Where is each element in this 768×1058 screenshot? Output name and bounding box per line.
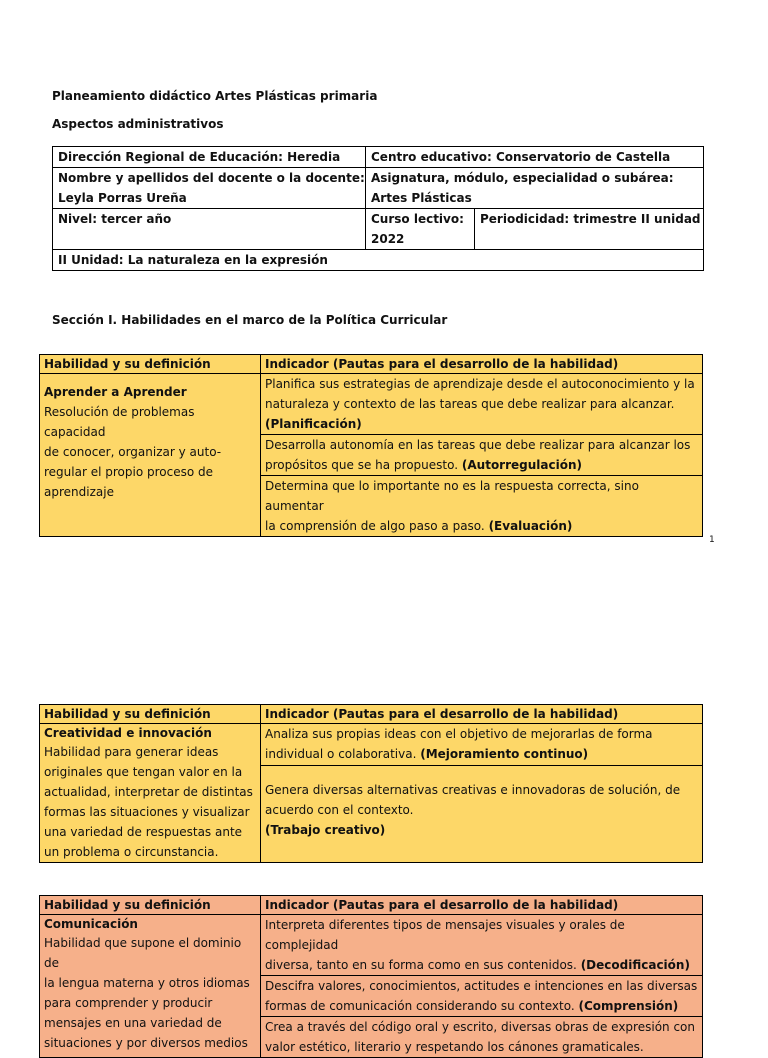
indicator-cell: [261, 476, 703, 537]
curso-label: Curso lectivo:: [371, 212, 464, 226]
indicator-line: diversa, tanto en su forma como en sus contenidos.: [265, 958, 581, 972]
indicator-tag: (Trabajo creativo): [265, 822, 386, 837]
page-number: 1: [709, 535, 715, 545]
skill-creatividad-cell: [40, 724, 261, 863]
skill-definition-line: Habilidad para generar ideas: [44, 745, 219, 759]
indicator-tag: (Mejoramiento continuo): [420, 747, 589, 761]
admin-table: [52, 146, 704, 271]
indicator-tag: (Autorregulación): [461, 458, 583, 472]
indicator-line: Genera diversas alternativas creativas e innovadoras de solución, de: [265, 782, 681, 797]
indicator-line: acuerdo con el contexto.: [265, 802, 414, 817]
indicator-line: Determina que lo importante no es la respuesta correcta, sino aumentar: [265, 479, 639, 513]
nombre-cell: [53, 168, 366, 209]
indicator-line: propósitos que se ha propuesto.: [265, 458, 462, 472]
indicator-line: naturaleza y contexto de las tareas que debe realizar para alcanzar.: [265, 397, 675, 411]
section-title: Sección I. Habilidades en el marco de la Política Curricular: [52, 313, 448, 327]
skill-definition-line: de conocer, organizar y auto-: [44, 445, 222, 459]
skill-definition-line: Resolución de problemas capacidad: [44, 405, 195, 439]
curso-cell: [366, 209, 475, 250]
indicator-cell: [261, 915, 703, 976]
header-indicador: Indicador (Pautas para el desarrollo de la habilidad): [261, 896, 703, 915]
indicator-cell: [261, 374, 703, 435]
skill-name: Aprender a Aprender: [44, 385, 187, 399]
skill-name: Creatividad e innovación: [44, 726, 212, 740]
indicator-cell: [261, 435, 703, 476]
indicator-line: Interpreta diferentes tipos de mensajes visuales y orales de complejidad: [265, 918, 625, 952]
asignatura-label: Asignatura, módulo, especialidad o subárea:: [371, 171, 674, 185]
nombre-label: Nombre y apellidos del docente o la docente:: [58, 171, 365, 185]
indicator-tag: (Decodificación): [580, 958, 690, 972]
skill-definition-line: para comprender y producir: [44, 996, 213, 1010]
skill-definition-line: originales que tengan valor en la: [44, 765, 243, 779]
skills-table-3: [39, 895, 703, 1058]
periodicidad-cell: Periodicidad: trimestre II unidad: [475, 209, 704, 250]
skill-definition-line: situaciones y por diversos medios: [44, 1036, 248, 1050]
skill-definition-line: aprendizaje: [44, 485, 114, 499]
header-habilidad: Habilidad y su definición: [40, 705, 261, 724]
indicator-tag: (Evaluación): [488, 519, 573, 533]
skill-definition-line: una variedad de respuestas ante: [44, 825, 243, 839]
skill-comunicacion-cell: [40, 915, 261, 1058]
indicator-line: Descifra valores, conocimientos, actitudes e intenciones en las diversas: [265, 979, 698, 993]
header-indicador: Indicador (Pautas para el desarrollo de la habilidad): [261, 355, 703, 374]
indicator-tag: (Comprensión): [578, 999, 679, 1013]
header-habilidad: Habilidad y su definición: [40, 355, 261, 374]
curso-value: 2022: [371, 232, 405, 246]
skill-definition-line: regular el propio proceso de: [44, 465, 213, 479]
skill-definition-line: la lengua materna y otros idiomas: [44, 976, 250, 990]
section-subtitle: Aspectos administrativos: [52, 117, 224, 131]
indicator-line: valor estético, literario y respetando los cánones gramaticales.: [265, 1040, 644, 1054]
skill-definition-line: un problema o circunstancia.: [44, 845, 219, 859]
indicator-cell: [261, 1017, 703, 1058]
skill-definition-line: formas las situaciones y visualizar: [44, 805, 250, 819]
centro-cell: Centro educativo: Conservatorio de Castella: [366, 147, 704, 168]
nivel-cell: Nivel: tercer año: [53, 209, 366, 250]
skill-definition-line: mensajes en una variedad de: [44, 1016, 222, 1030]
skill-name: Comunicación: [44, 917, 138, 931]
indicator-cell: [261, 976, 703, 1017]
indicator-cell: [261, 765, 703, 862]
asignatura-value: Artes Plásticas: [371, 191, 472, 205]
skills-table-1: [39, 354, 703, 537]
indicator-line: la comprensión de algo paso a paso.: [265, 519, 489, 533]
asignatura-cell: [366, 168, 704, 209]
document-title: Planeamiento didáctico Artes Plásticas primaria: [52, 89, 378, 103]
indicator-cell: [261, 724, 703, 766]
skills-table-2: [39, 704, 703, 863]
indicator-line: individual o colaborativa.: [265, 747, 421, 761]
skill-aprender-cell: [40, 374, 261, 537]
indicator-line: Analiza sus propias ideas con el objetivo de mejorarlas de forma: [265, 727, 653, 741]
skill-definition-line: actualidad, interpretar de distintas: [44, 785, 253, 799]
header-indicador: Indicador (Pautas para el desarrollo de la habilidad): [261, 705, 703, 724]
nombre-value: Leyla Porras Ureña: [58, 191, 187, 205]
indicator-line: Crea a través del código oral y escrito, diversas obras de expresión con: [265, 1020, 695, 1034]
header-habilidad: Habilidad y su definición: [40, 896, 261, 915]
indicator-line: formas de comunicación considerando su contexto.: [265, 999, 579, 1013]
indicator-line: Desarrolla autonomía en las tareas que debe realizar para alcanzar los: [265, 438, 691, 452]
indicator-line: Planifica sus estrategias de aprendizaje desde el autoconocimiento y la: [265, 377, 695, 391]
unidad-cell: II Unidad: La naturaleza en la expresión: [53, 250, 704, 271]
skill-definition-line: Habilidad que supone el dominio de: [44, 936, 242, 970]
indicator-tag: (Planificación): [265, 417, 362, 431]
direccion-cell: Dirección Regional de Educación: Heredia: [53, 147, 366, 168]
